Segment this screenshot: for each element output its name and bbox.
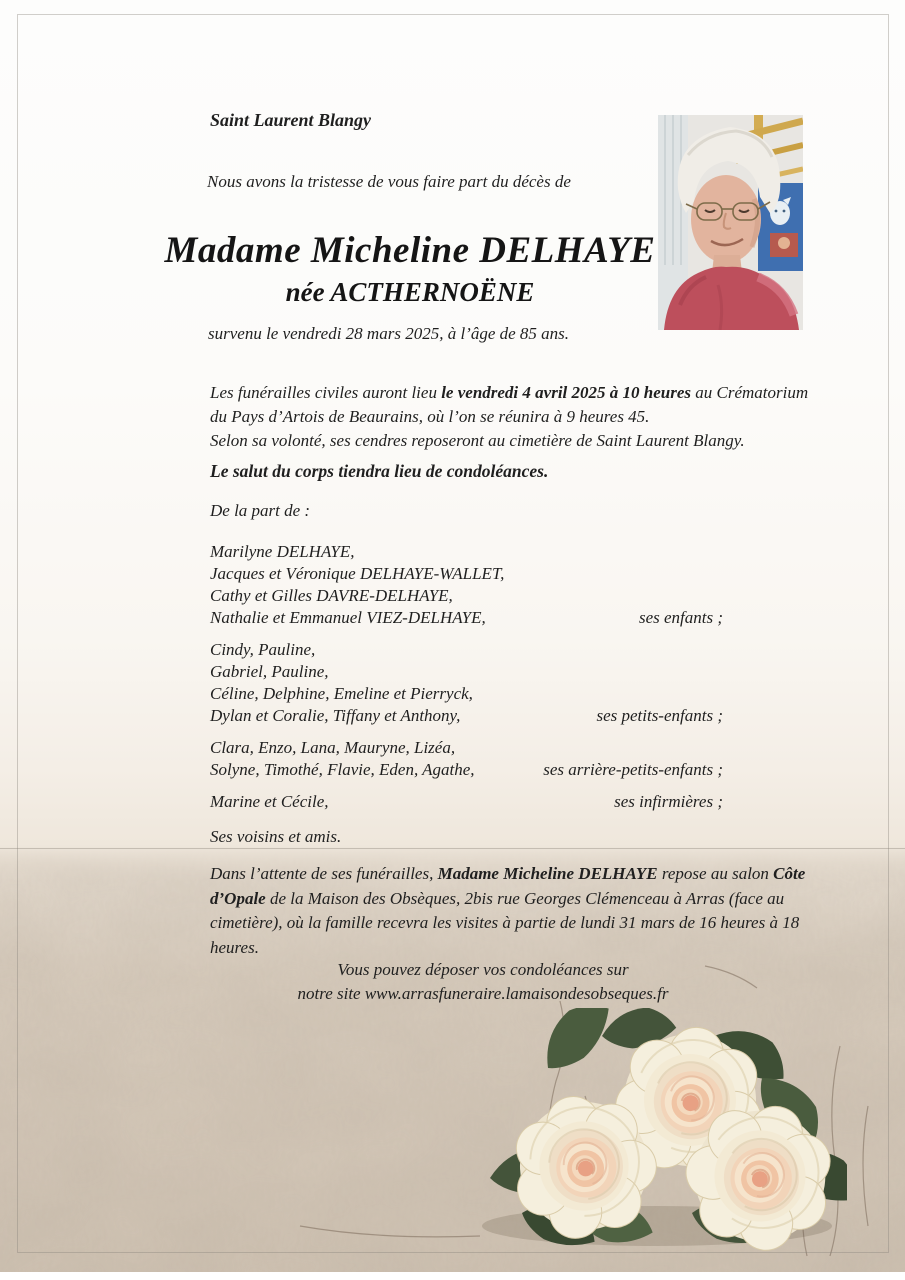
deceased-name: Madame Micheline DELHAYE [164, 230, 656, 271]
roses-image [462, 1008, 847, 1260]
condolences-block [210, 958, 756, 1006]
family-name-line: Jacques et Véronique DELHAYE-WALLET, [210, 564, 505, 583]
relation-label: ses infirmières ; [614, 792, 723, 811]
salute-line: Le salut du corps tiendra lieu de condoléances. [210, 461, 549, 481]
family-name-line: Gabriel, Pauline, [210, 662, 329, 681]
family-name-line: Cindy, Pauline, [210, 640, 316, 659]
closing-line: Ses voisins et amis. [210, 827, 342, 846]
family-name-line: Céline, Delphine, Emeline et Pierryck, [210, 684, 473, 703]
visitation-paragraph: Dans l’attente de ses funérailles, Madame Micheline DELHAYE repose au salon Côte d’Opale de la Maison des Obsèques, 2bis rue Georges Clémenceau à Arras (face au cimetière), où la famille recevra les visites à partie de lundi 31 mars de 16 heures à 18 heures. [210, 864, 806, 957]
relation-label: ses petits-enfants ; [596, 706, 723, 725]
city-name: Saint Laurent Blangy [210, 110, 372, 130]
website-url: notre site www.arrasfuneraire.lamaisondesobseques.fr [297, 984, 669, 1003]
relation-label: ses enfants ; [638, 608, 723, 627]
from-line: De la part de : [210, 501, 311, 520]
family-name-line: Solyne, Timothé, Flavie, Eden, Agathe, [210, 760, 475, 779]
family-group [210, 791, 723, 813]
family-name-line: Clara, Enzo, Lana, Mauryne, Lizéa, [210, 738, 456, 757]
portrait-photo [658, 115, 803, 330]
family-group [210, 541, 723, 629]
relation-label: ses arrière-petits-enfants ; [543, 760, 723, 779]
maiden-name: née ACTHERNOËNE [285, 277, 535, 307]
family-group [210, 737, 723, 781]
family-name-line: Cathy et Gilles DAVRE-DELHAYE, [210, 586, 453, 605]
funeral-details-paragraph: Les funérailles civiles auront lieu le vendredi 4 avril 2025 à 10 heures au Crématorium du Pays d’Artois de Beaurains, où l’on se réunira à 9 heures 45. Selon sa volonté, ses cendres reposeront au cimetière de Saint Laurent Blangy. [210, 383, 809, 450]
intro-line: Nous avons la tristesse de vous faire part du décès de [207, 172, 571, 191]
family-groups [210, 541, 723, 823]
family-name-line: Nathalie et Emmanuel VIEZ-DELHAYE, [210, 608, 486, 627]
family-name-line: Dylan et Coralie, Tiffany et Anthony, [210, 706, 461, 725]
scan-edge-strip [0, 1272, 905, 1280]
background-transition-line [0, 848, 905, 849]
condolence-line: Vous pouvez déposer vos condoléances sur [337, 960, 629, 979]
death-date-line: survenu le vendredi 28 mars 2025, à l’âge de 85 ans. [208, 324, 570, 343]
family-name-line: Marilyne DELHAYE, [210, 542, 355, 561]
family-group [210, 639, 723, 727]
title-block [60, 230, 760, 308]
family-name-line: Marine et Cécile, [210, 792, 329, 811]
